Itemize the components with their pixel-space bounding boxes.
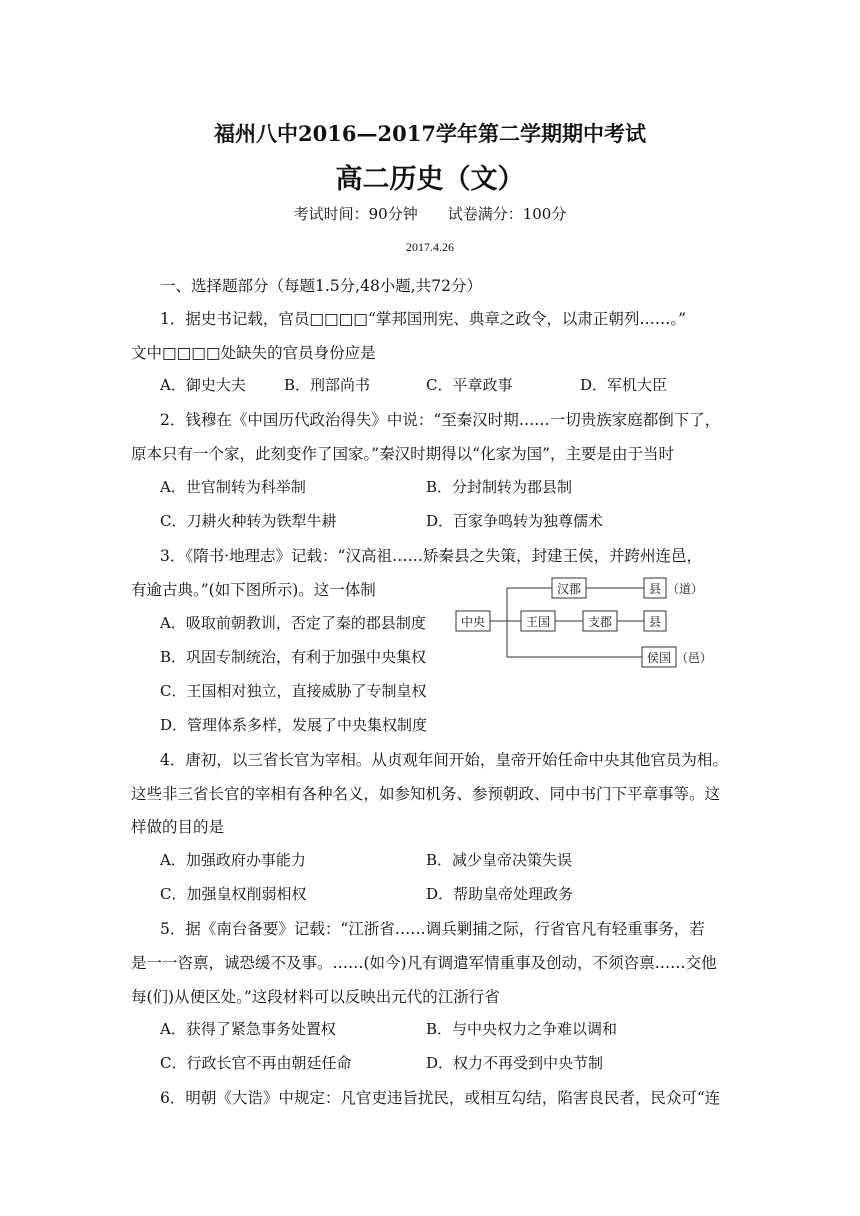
exam-title: 福州八中2016—2017学年第二学期期中考试 <box>214 121 646 146</box>
question-1-option-a: A．御史大夫 <box>160 376 246 394</box>
question-5-line-3: 每(们)从便区处。”这段材料可以反映出元代的江浙行省 <box>131 988 500 1006</box>
diagram-note-dao: （道） <box>667 582 704 596</box>
diagram-note-yi: （邑） <box>676 651 713 665</box>
question-5-line-2: 是一一咨禀，诚恐缓不及事。……(如今)凡有调遣军情重事及创动，不须咨禀……交他 <box>131 954 717 972</box>
question-4-option-a: A．加强政府办事能力 <box>160 851 306 869</box>
question-4-option-d: D．帮助皇帝处理政务 <box>426 885 574 903</box>
question-6-line-1: 6．明朝《大诰》中规定：凡官吏违旨扰民，或相互勾结，陷害良民者，民众可“连 <box>160 1089 721 1107</box>
diagram-label-xian-2: 县 <box>648 615 662 629</box>
question-2-option-c: C．刀耕火种转为铁犁牛耕 <box>160 512 337 530</box>
question-1-line-1: 1．据史书记载，官员□□□□“掌邦国刑宪、典章之政令，以肃正朝列……。” <box>160 310 687 328</box>
question-5-option-c: C．行政长官不再由朝廷任命 <box>160 1054 352 1072</box>
question-3-line-2: 有逾古典。”(如下图所示)。这一体制 <box>131 581 376 599</box>
question-1-option-b: B．刑部尚书 <box>284 376 371 394</box>
question-3-option-d: D．管理体系多样，发展了中央集权制度 <box>160 716 428 734</box>
question-2-option-d: D．百家争鸣转为独尊儒术 <box>426 512 604 530</box>
question-5-option-d: D．权力不再受到中央节制 <box>426 1054 604 1072</box>
diagram-label-hou-guo: 侯国 <box>646 651 672 665</box>
question-1-line-2: 文中□□□□处缺失的官员身份应是 <box>131 344 376 362</box>
question-2-line-1: 2．钱穆在《中国历代政治得失》中说：“至秦汉时期……一切贵族家庭都倒下了， <box>160 411 721 429</box>
question-3-option-a: A．吸取前朝教训，否定了秦的郡县制度 <box>160 614 426 632</box>
question-2-option-a: A．世官制转为科举制 <box>160 478 306 496</box>
question-2-option-b: B．分封制转为郡县制 <box>426 478 573 496</box>
question-4-line-2: 这些非三省长官的宰相有各种名义，如参知机务、参预朝政、同中书门下平章事等。这 <box>131 785 721 803</box>
question-2-line-2: 原本只有一个家，此刻变作了国家。”秦汉时期得以“化家为国”，主要是由于当时 <box>131 445 675 463</box>
question-3-option-b: B．巩固专制统治，有利于加强中央集权 <box>160 648 427 666</box>
question-4-option-c: C．加强皇权削弱相权 <box>160 885 307 903</box>
question-5-option-b: B．与中央权力之争难以调和 <box>426 1020 618 1038</box>
question-5-option-a: A．获得了紧急事务处置权 <box>160 1020 336 1038</box>
diagram-label-center: 中央 <box>460 615 486 629</box>
diagram-label-xian-1: 县 <box>648 582 662 596</box>
question-4-line-1: 4．唐初，以三省长官为宰相。从贞观年间开始，皇帝开始任命中央其他官员为相。 <box>160 751 728 769</box>
section-heading: 一、选择题部分（每题1.5分,48小题,共72分） <box>160 277 482 295</box>
question-4-line-3: 样做的目的是 <box>131 818 225 836</box>
question-1-option-c: C．平章政事 <box>426 376 513 394</box>
question-3-option-c: C．王国相对独立，直接威胁了专制皇权 <box>160 682 427 700</box>
exam-info: 考试时间：90分钟 试卷满分：100分 <box>293 205 567 223</box>
exam-subtitle: 高二历史（文） <box>335 164 525 195</box>
administrative-structure-diagram <box>455 575 715 675</box>
question-4-option-b: B．减少皇帝决策失误 <box>426 851 573 869</box>
diagram-label-wang-guo: 王国 <box>525 615 551 629</box>
diagram-label-han-jun: 汉郡 <box>556 582 582 596</box>
question-3-line-1: 3．《隋书·地理志》记载：“汉高祖……矫秦县之失策，封建王侯，并跨州连邑， <box>160 547 702 565</box>
exam-date: 2017.4.26 <box>406 240 454 254</box>
question-1-option-d: D．军机大臣 <box>580 376 668 394</box>
diagram-label-zhi-jun: 支郡 <box>587 615 613 629</box>
question-5-line-1: 5．据《南台备要》记载：“江浙省……调兵剿捕之际，行省官凡有轻重事务，若 <box>160 920 705 938</box>
